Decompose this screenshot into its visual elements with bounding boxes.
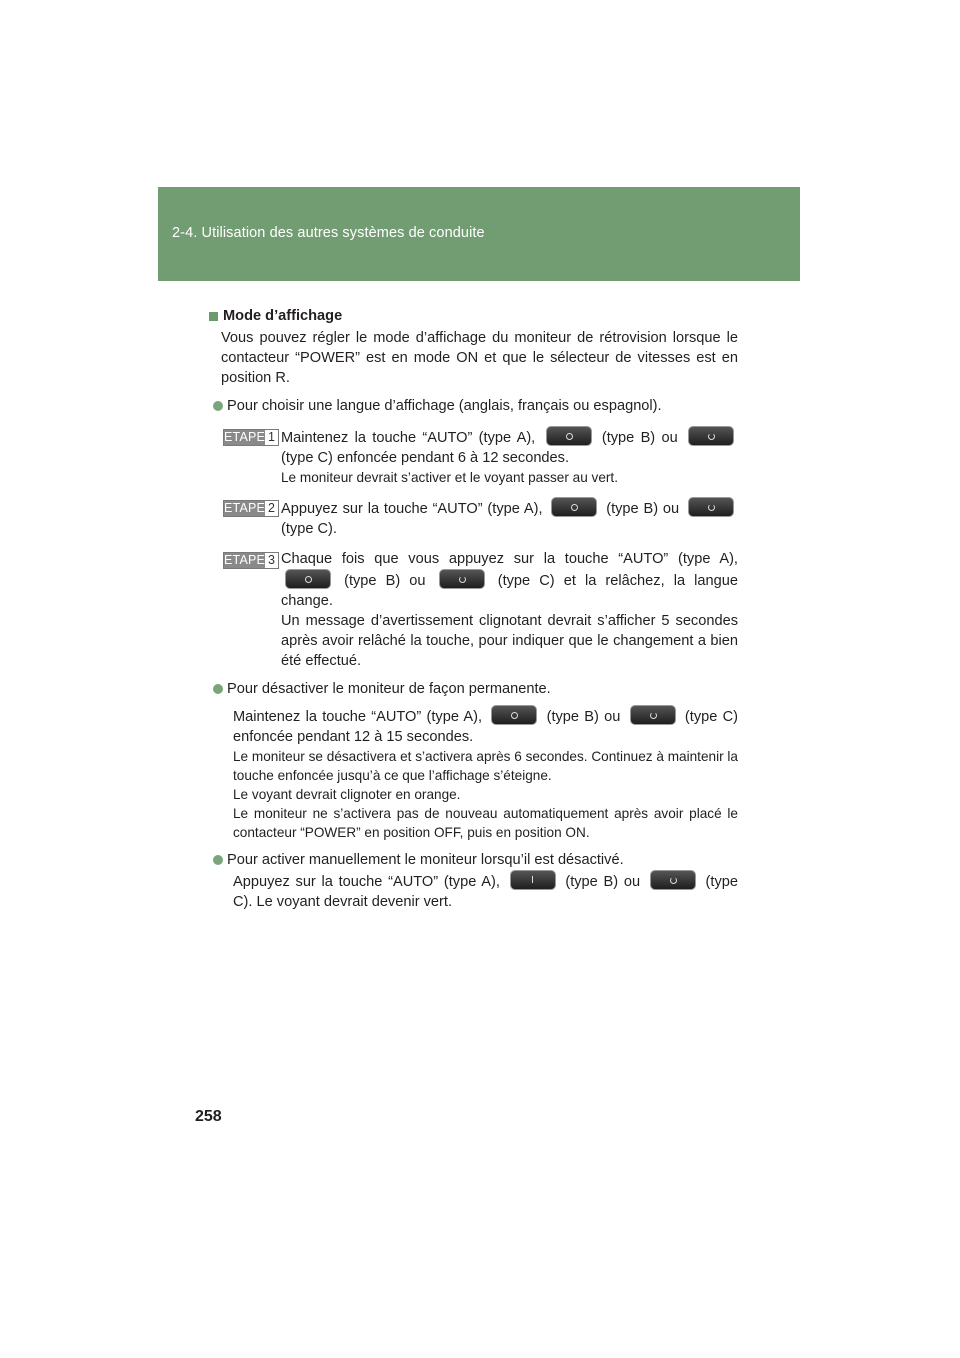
deactivate-note-2: Le voyant devrait clignoter en orange. <box>233 787 461 802</box>
step-1: ETAPE 1 Maintenez la touche “AUTO” (type A), (type B) ou (type C) enfoncée pendant 6 à 12 secondes. Le moniteur devrait s’activer et le voyant passer au vert. <box>213 426 738 487</box>
step-badge: ETAPE 3 <box>223 552 279 569</box>
intro-paragraph: Vous pouvez régler le mode d’affichage du moniteur de rétrovision lorsque le contacteur “POWER” est en mode ON et que le sélecteur de vitesses est en position R. <box>221 330 738 386</box>
page-number: 258 <box>195 1108 222 1125</box>
button-type-c-icon <box>439 569 485 589</box>
button-type-b-icon <box>546 426 592 446</box>
bullet-language: Pour choisir une langue d’affichage (anglais, français ou espagnol). <box>213 396 738 416</box>
step-badge: ETAPE 2 <box>223 500 279 517</box>
step-badge: ETAPE 1 <box>223 429 279 446</box>
content: Mode d’affichage Vous pouvez régler le mode d’affichage du moniteur de rétrovision lorsque le contacteur “POWER” est en mode ON et que le sélecteur de vitesses est en position R. Pour choisir une langue d’affichage (anglais, français ou espagnol). ETAPE 1 Maintenez la touche “AUTO” (type A), (type B) ou (type C) enfoncée pendant 6 à 12 secondes. Le moniteur devrait s’activer et le voyant passer au vert. ETAPE 2 Appuyez sur la touche “AUTO” (type A), (type B) ou (type C). ETAPE 3 Chaque fois que vous appuyez sur la touche “AUTO” (type A), (type B) ou (type C) et la relâchez, la langue change. Un message d’avertissement clignotant devrait s’afficher 5 secondes après avoir relâché la touche, pour indiquer que le changement a bien été effectué. Pour désactiver le moniteur de façon permanente. Maintenez la touche “AUTO” (type A), (type B) ou (type C) enfoncée pendant 12 à 15 secondes. Le moniteur se désactivera et s’activera après 6 secondes. Continuez à maintenir la touche enfoncée jusqu’à ce que l’affichage s’éteigne. Le voyant devrait clignoter en orange. Le moniteur ne s’activera pas de nouveau automatiquement après avoir placé le contacteur “POWER” en position OFF, puis en position ON. Pour activer manuellement le moniteur lorsqu’il est désactivé. Appuyez sur la touche “AUTO” (type A), (type B) ou (type C). Le voyant devrait devenir vert. <box>213 306 738 912</box>
button-type-b-icon <box>551 497 597 517</box>
button-type-b-icon <box>285 569 331 589</box>
section-title: Mode d’affichage <box>209 306 738 326</box>
step-2: ETAPE 2 Appuyez sur la touche “AUTO” (type A), (type B) ou (type C). <box>213 497 738 539</box>
bullet-deactivate: Pour désactiver le moniteur de façon permanente. <box>213 679 738 699</box>
step-note: Un message d’avertissement clignotant devrait s’afficher 5 secondes après avoir relâché la touche, pour indiquer que le changement a bien été effectué. <box>281 613 738 669</box>
step-note: Le moniteur devrait s’activer et le voyant passer au vert. <box>281 470 618 485</box>
step-3: ETAPE 3 Chaque fois que vous appuyez sur la touche “AUTO” (type A), (type B) ou (type C) et la relâchez, la langue change. Un message d’avertissement clignotant devrait s’afficher 5 secondes après avoir relâché la touche, pour indiquer que le changement a bien été effectué. <box>224 551 738 669</box>
bullet-activate: Pour activer manuellement le moniteur lorsqu’il est désactivé. <box>213 850 738 870</box>
deactivate-note-3: Le moniteur ne s’activera pas de nouveau automatiquement après avoir placé le contacteur “POWER” en position OFF, puis en position ON. <box>233 806 738 840</box>
round-bullet-icon <box>213 684 223 694</box>
square-bullet-icon <box>209 312 218 321</box>
deactivate-note-1: Le moniteur se désactivera et s’activera après 6 secondes. Continuez à maintenir la touche enfoncée jusqu’à ce que l’affichage s’éteigne. <box>233 749 738 783</box>
button-type-b-icon <box>510 870 556 890</box>
chapter-title: 2-4. Utilisation des autres systèmes de conduite <box>172 225 485 241</box>
button-type-b-icon <box>491 705 537 725</box>
button-type-c-icon <box>630 705 676 725</box>
button-type-c-icon <box>688 426 734 446</box>
button-type-c-icon <box>650 870 696 890</box>
round-bullet-icon <box>213 401 223 411</box>
button-type-c-icon <box>688 497 734 517</box>
round-bullet-icon <box>213 855 223 865</box>
chapter-header <box>158 187 800 281</box>
